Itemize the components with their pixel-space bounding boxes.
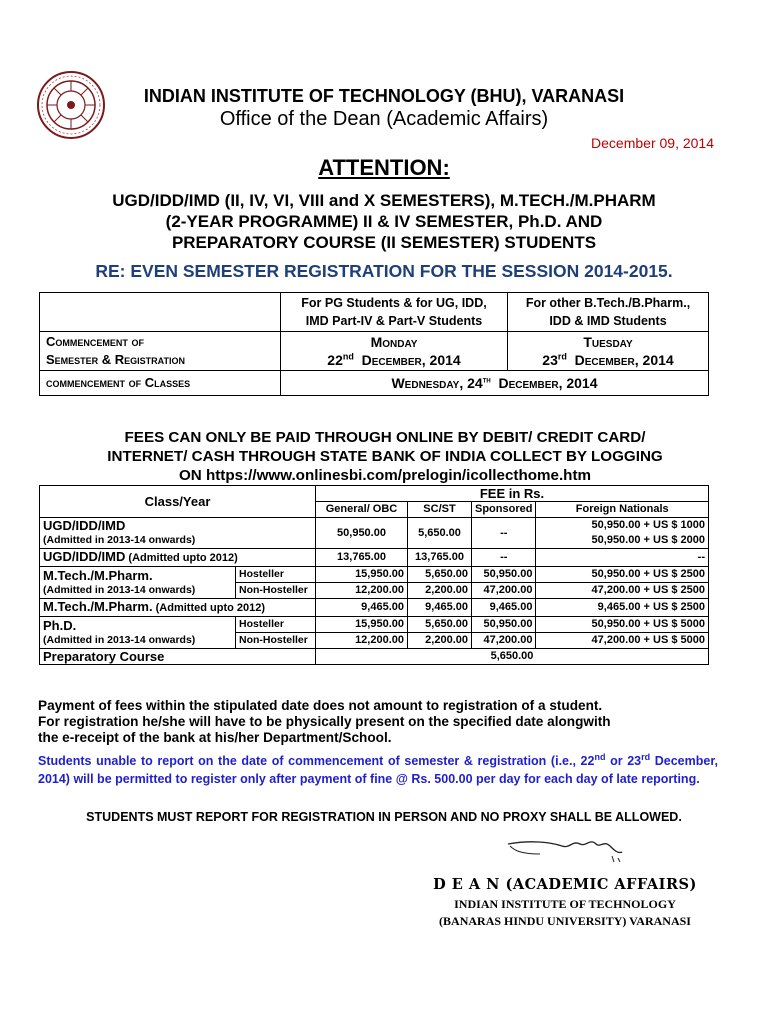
fee-cell: 47,200.00 + US $ 2500	[536, 583, 709, 599]
table-row	[40, 518, 709, 549]
fee-cell: 47,200.00	[472, 583, 536, 599]
subject-block	[0, 190, 768, 253]
must-report-notice: STUDENTS MUST REPORT FOR REGISTRATION IN PERSON AND NO PROXY SHALL BE ALLOWED.	[86, 810, 682, 824]
row-sub: (Admitted in 2013-14 onwards)	[43, 583, 196, 596]
payment-note-line: For registration he/she will have to be physically present on the specified date alongwith	[38, 714, 611, 729]
row-title: M.Tech./M.Pharm.	[43, 567, 153, 583]
row-title: UGD/IDD/IMD	[43, 549, 126, 564]
pg-date-num: 22	[327, 352, 343, 368]
col-sponsored: Sponsored	[472, 502, 536, 518]
late-note-sup: nd	[594, 751, 606, 762]
payment-note-line: the e-receipt of the bank at his/her Department/School.	[38, 730, 392, 745]
fee-cell: 2,200.00	[408, 583, 472, 599]
late-note-text: or 23	[605, 754, 642, 768]
classes-label: commencement of Classes	[40, 371, 281, 396]
pg-registration-date	[281, 332, 508, 371]
subject-line: UGD/IDD/IMD (II, IV, VI, VIII and X SEMESTERS), M.TECH./M.PHARM	[112, 191, 656, 210]
dean-title: D E A N (ACADEMIC AFFAIRS)	[433, 876, 697, 893]
subject-line: (2-YEAR PROGRAMME) II & IV SEMESTER, Ph.D. AND	[165, 212, 603, 231]
fees-notice-line: INTERNET/ CASH THROUGH STATE BANK OF INDIA COLLECT BY LOGGING	[107, 448, 663, 465]
signature-line-2: (BANARAS HINDU UNIVERSITY) VARANASI	[439, 914, 691, 928]
fee-cell: 9,465.00 + US $ 2500	[536, 599, 709, 617]
col-foreign: Foreign Nationals	[536, 502, 709, 518]
row-title: M.Tech./M.Pharm.	[43, 599, 153, 614]
classes-day: Wednesday, 24	[391, 375, 483, 391]
fee-cell: 50,950.00	[472, 567, 536, 583]
fee-cell: 50,950.00	[472, 617, 536, 633]
header-other-line: For other B.Tech./B.Pharm.,	[525, 296, 691, 310]
pg-date-rest: December, 2014	[361, 352, 461, 368]
empty-cell	[40, 293, 281, 332]
row-sub: (Admitted upto 2012)	[128, 552, 238, 564]
table-row	[40, 549, 709, 567]
fee-cell: 5,650.00	[408, 567, 472, 583]
prep-fee: 5,650.00	[316, 649, 709, 665]
header-other	[508, 293, 709, 332]
other-date-rest: December, 2014	[574, 352, 674, 368]
fee-cell: 2,200.00	[408, 633, 472, 649]
header-pg-line: For PG Students & for UG, IDD,	[301, 296, 487, 310]
label-line: Commencement of	[46, 334, 144, 349]
table-row	[40, 567, 709, 583]
fee-cell-foreign	[536, 518, 709, 549]
payment-note	[38, 698, 728, 746]
dean-signature-icon	[500, 832, 640, 872]
other-registration-date	[508, 332, 709, 371]
notice-date: December 09, 2014	[591, 135, 714, 151]
fee-cell: 50,950.00	[316, 518, 408, 549]
office-name: Office of the Dean (Academic Affairs)	[219, 108, 549, 130]
row-title: UGD/IDD/IMD	[43, 518, 126, 533]
fee-cell: --	[536, 549, 709, 567]
header-pg-line: IMD Part-IV & Part-V Students	[305, 314, 483, 328]
late-reporting-note	[38, 752, 718, 788]
col-scst: SC/ST	[408, 502, 472, 518]
classes-rest: December, 2014	[498, 375, 598, 391]
row-sub: (Admitted in 2013-14 onwards)	[43, 534, 196, 546]
fee-in-rs-header: FEE in Rs.	[316, 486, 709, 502]
other-date-num: 23	[542, 352, 558, 368]
non-hosteller-label: Non-Hosteller	[236, 633, 316, 649]
other-date-sup: rd	[557, 351, 567, 362]
table-row	[40, 649, 709, 665]
ugd-label	[40, 518, 316, 549]
fees-notice	[30, 428, 740, 485]
fee-cell: --	[472, 518, 536, 549]
fee-cell: 9,465.00	[408, 599, 472, 617]
fees-notice-line: FEES CAN ONLY BE PAID THROUGH ONLINE BY DEBIT/ CREDIT CARD/	[124, 429, 646, 446]
row-title: Ph.D.	[43, 617, 77, 633]
row-sub: (Admitted in 2013-14 onwards)	[43, 633, 196, 646]
late-note-sup: rd	[641, 751, 651, 762]
fee-cell: 13,765.00	[316, 549, 408, 567]
subject-line: PREPARATORY COURSE (II SEMESTER) STUDENTS	[171, 233, 597, 252]
pg-day: Monday	[370, 334, 418, 350]
late-note-text: Students unable to report on the date of commencement of semester & registration (i.e., 22	[38, 754, 595, 768]
col-general: General/ OBC	[316, 502, 408, 518]
fee-cell: 50,950.00 + US $ 5000	[536, 617, 709, 633]
fee-table	[39, 485, 709, 665]
fee-cell: 15,950.00	[316, 567, 408, 583]
registration-label	[40, 332, 281, 371]
pg-date-sup: nd	[342, 351, 354, 362]
institute-name: INDIAN INSTITUTE OF TECHNOLOGY (BHU), VARANASI	[143, 86, 625, 106]
fee-cell: 9,465.00	[472, 599, 536, 617]
fee-cell: 50,950.00 + US $ 2500	[536, 567, 709, 583]
schedule-header-row	[40, 293, 709, 332]
fee-cell: 12,200.00	[316, 633, 408, 649]
fee-cell: 5,650.00	[408, 518, 472, 549]
fee-cell: 13,765.00	[408, 549, 472, 567]
table-row	[40, 617, 709, 633]
foreign-line: 50,950.00 + US $ 1000	[591, 519, 705, 531]
ugd-old-label	[40, 549, 316, 567]
hosteller-label: Hosteller	[236, 567, 316, 583]
row-sub: (Admitted upto 2012)	[155, 602, 266, 614]
schedule-table	[39, 292, 709, 396]
fee-cell: 47,200.00	[472, 633, 536, 649]
header-other-line: IDD & IMD Students	[549, 314, 667, 328]
fee-cell: 15,950.00	[316, 617, 408, 633]
phd-label	[40, 617, 236, 649]
late-note-text: December, 2014) will be permitted to register only after payment of fine @ Rs. 500.00 per day for each day of late reporting.	[38, 754, 718, 786]
schedule-row-registration	[40, 332, 709, 371]
re-line: RE: EVEN SEMESTER REGISTRATION FOR THE SESSION 2014-2015.	[95, 261, 673, 281]
fee-header-row	[40, 486, 709, 502]
payment-note-line: Payment of fees within the stipulated date does not amount to registration of a student.	[38, 698, 603, 713]
fee-cell: 12,200.00	[316, 583, 408, 599]
fee-cell: 47,200.00 + US $ 5000	[536, 633, 709, 649]
schedule-row-classes	[40, 371, 709, 396]
classes-date	[281, 371, 709, 396]
classes-sup: th	[482, 374, 491, 385]
fee-cell: --	[472, 549, 536, 567]
class-year-header: Class/Year	[40, 486, 316, 518]
signature-line-1: INDIAN INSTITUTE OF TECHNOLOGY	[454, 897, 676, 911]
attention-heading: ATTENTION:	[318, 155, 450, 180]
table-row	[40, 599, 709, 617]
mtech-label	[40, 567, 236, 599]
fee-cell: 5,650.00	[408, 617, 472, 633]
fees-notice-line: ON https://www.onlinesbi.com/prelogin/icollecthome.htm	[178, 467, 592, 484]
prep-label: Preparatory Course	[40, 649, 316, 665]
hosteller-label: Hosteller	[236, 617, 316, 633]
foreign-line: 50,950.00 + US $ 2000	[591, 534, 705, 546]
non-hosteller-label: Non-Hosteller	[236, 583, 316, 599]
other-day: Tuesday	[583, 334, 633, 350]
fee-cell: 9,465.00	[316, 599, 408, 617]
mtech-old-label	[40, 599, 316, 617]
label-line: Semester & Registration	[46, 352, 186, 367]
header-pg	[281, 293, 508, 332]
